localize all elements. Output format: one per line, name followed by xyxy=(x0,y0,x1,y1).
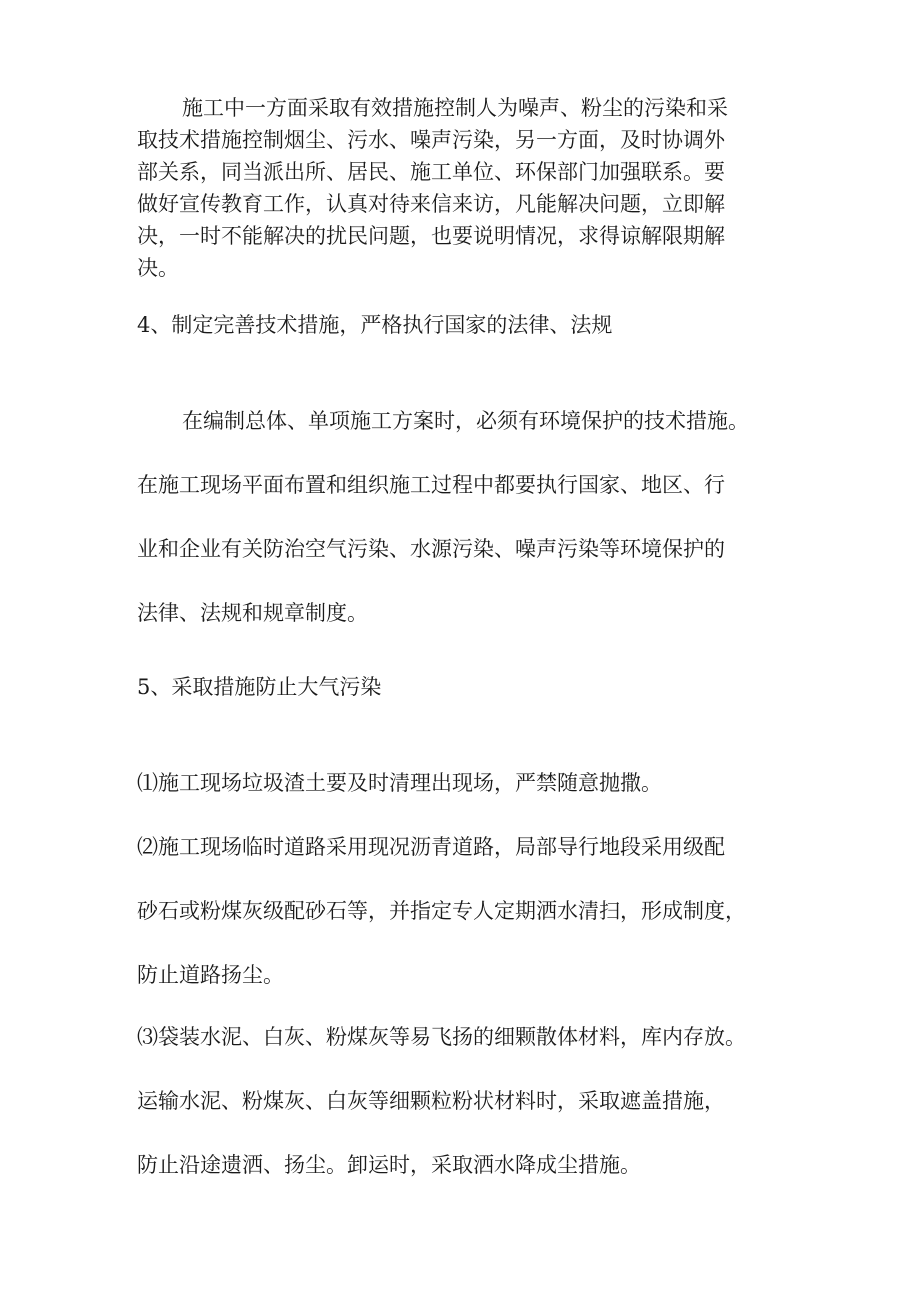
text-line: 做好宣传教育工作，认真对待来信来访，凡能解决问题，立即解 xyxy=(137,192,725,216)
technical-measures-paragraph xyxy=(137,405,797,435)
text-line: 防止沿途遗洒、扬尘。卸运时，采取洒水降成尘措施。 xyxy=(137,1153,641,1177)
list-item: ⑶袋装水泥、白灰、粉煤灰等易飞扬的细颗散体材料，库内存放。 xyxy=(137,1025,746,1049)
text-line: 砂石或粉煤灰级配砂石等，并指定专人定期洒水清扫，形成制度， xyxy=(137,899,746,923)
text-line: 决。 xyxy=(137,256,179,280)
text-line: 在编制总体、单项施工方案时，必须有环境保护的技术措施。 xyxy=(182,409,749,433)
list-item: ⑵施工现场临时道路采用现况沥青道路，局部导行地段采用级配 xyxy=(137,835,725,859)
text-line: 法律、法规和规章制度。 xyxy=(137,601,368,625)
text-line: 决，一时不能解决的扰民问题，也要说明情况，求得谅解限期解 xyxy=(137,224,725,248)
text-line: 取技术措施控制烟尘、污水、噪声污染，另一方面，及时协调外 xyxy=(137,128,725,152)
intro-paragraph xyxy=(137,92,797,284)
section-heading-4: 4、制定完善技术措施，严格执行国家的法律、法规 xyxy=(137,313,613,337)
text-line: 施工中一方面采取有效措施控制人为噪声、粉尘的污染和采 xyxy=(182,96,728,120)
text-line: 业和企业有关防治空气污染、水源污染、噪声污染等环境保护的 xyxy=(137,537,725,561)
list-item: ⑴施工现场垃圾渣土要及时清理出现场，严禁随意抛撒。 xyxy=(137,771,662,795)
section-heading-5: 5、采取措施防止大气污染 xyxy=(137,675,382,699)
text-line: 运输水泥、粉煤灰、白灰等细颗粒粉状材料时，采取遮盖措施， xyxy=(137,1089,725,1113)
text-line: 防止道路扬尘。 xyxy=(137,963,284,987)
text-line: 在施工现场平面布置和组织施工过程中都要执行国家、地区、行 xyxy=(137,473,725,497)
text-line: 部关系，同当派出所、居民、施工单位、环保部门加强联系。要 xyxy=(137,160,725,184)
